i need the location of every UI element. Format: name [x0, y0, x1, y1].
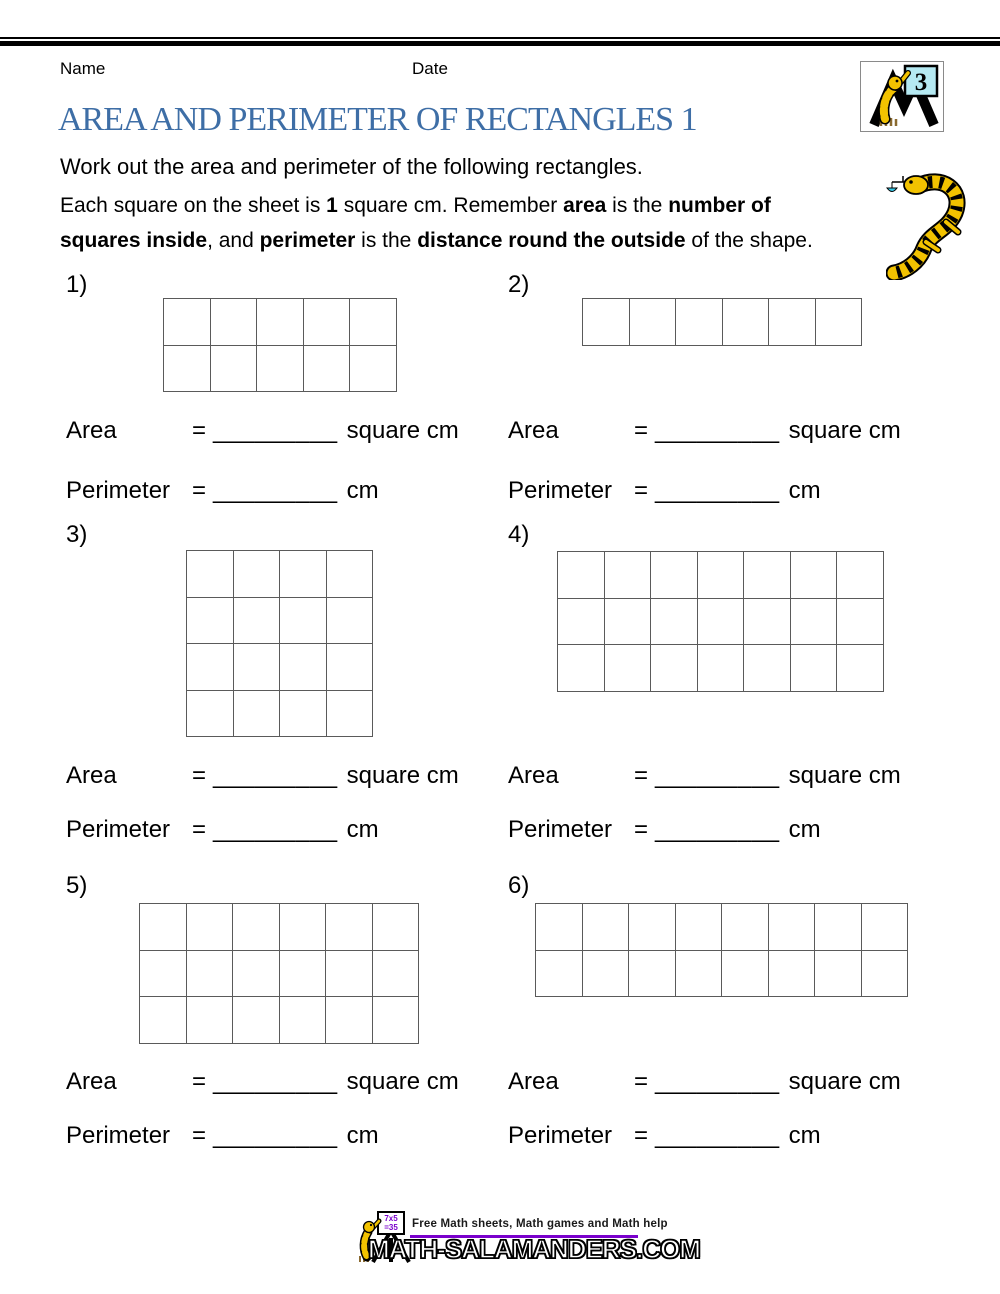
- answer-blank: _________: [655, 1122, 780, 1149]
- grid-cell: [257, 346, 303, 392]
- name-label: Name: [60, 59, 106, 78]
- perimeter-label: Perimeter: [508, 816, 613, 843]
- problem-5-label: 5): [66, 872, 88, 899]
- grid-cell: [211, 346, 257, 392]
- answer-blank: _________: [213, 762, 338, 789]
- equals-sign: =: [192, 1068, 207, 1095]
- area-unit: square cm: [788, 417, 901, 444]
- grid-cell: [373, 904, 419, 950]
- grid-cell: [769, 951, 815, 997]
- perimeter-answer-line: [508, 816, 821, 844]
- area-answer-line: [66, 762, 459, 790]
- problem-4-grid: [557, 551, 884, 692]
- grid-cell: [234, 644, 280, 690]
- answer-blank: _________: [213, 417, 338, 444]
- equals-sign: =: [192, 1122, 207, 1149]
- equals-sign: =: [634, 477, 649, 504]
- grid-cell: [187, 551, 233, 597]
- logo-number: 3: [914, 69, 928, 96]
- grid-cell: [257, 299, 303, 345]
- perimeter-answer-line: [66, 477, 379, 505]
- grid-cell: [558, 599, 604, 645]
- perimeter-unit: cm: [788, 477, 821, 504]
- grid-cell: [815, 904, 861, 950]
- math-salamanders-logo: [860, 61, 944, 132]
- grid-cell: [280, 598, 326, 644]
- grid-cell: [698, 645, 744, 691]
- grid-cell: [140, 904, 186, 950]
- grid-cell: [187, 644, 233, 690]
- perimeter-unit: cm: [346, 816, 379, 843]
- answer-blank: _________: [213, 477, 338, 504]
- grid-cell: [327, 644, 373, 690]
- salamander-scales-icon: [886, 170, 978, 280]
- grid-cell: [605, 645, 651, 691]
- equals-sign: =: [634, 1122, 649, 1149]
- perimeter-label: Perimeter: [66, 1122, 171, 1149]
- grid-cell: [769, 904, 815, 950]
- grid-cell: [280, 904, 326, 950]
- answer-blank: _________: [213, 1122, 338, 1149]
- area-label: Area: [508, 417, 559, 444]
- perimeter-answer-line: [508, 477, 821, 505]
- answer-blank: _________: [655, 816, 780, 843]
- grid-cell: [234, 551, 280, 597]
- page-title: AREA AND PERIMETER OF RECTANGLES 1: [58, 101, 697, 138]
- equals-sign: =: [192, 417, 207, 444]
- grid-cell: [605, 552, 651, 598]
- equals-sign: =: [634, 417, 649, 444]
- area-answer-line: [66, 417, 459, 445]
- grid-cell: [722, 951, 768, 997]
- grid-cell: [327, 691, 373, 737]
- perimeter-unit: cm: [346, 1122, 379, 1149]
- grid-cell: [326, 904, 372, 950]
- grid-cell: [698, 552, 744, 598]
- footer-board-line-2: =35: [384, 1223, 398, 1232]
- grid-cell: [234, 598, 280, 644]
- perimeter-label: Perimeter: [66, 477, 171, 504]
- area-unit: square cm: [788, 762, 901, 789]
- equals-sign: =: [192, 762, 207, 789]
- grid-cell: [280, 997, 326, 1043]
- area-label: Area: [508, 1068, 559, 1095]
- grid-cell: [164, 299, 210, 345]
- grid-cell: [791, 645, 837, 691]
- problem-1-grid: [163, 298, 397, 392]
- grid-cell: [373, 951, 419, 997]
- area-label: Area: [66, 417, 117, 444]
- grid-cell: [722, 904, 768, 950]
- intro-line-2: Each square on the sheet is 1 square cm. Remember area is the number of: [60, 194, 771, 217]
- grid-cell: [723, 299, 769, 345]
- perimeter-answer-line: [66, 816, 379, 844]
- grid-cell: [744, 552, 790, 598]
- grid-cell: [327, 598, 373, 644]
- grid-cell: [744, 645, 790, 691]
- grid-cell: [676, 904, 722, 950]
- answer-blank: _________: [213, 1068, 338, 1095]
- answer-blank: _________: [655, 417, 780, 444]
- problem-6-grid: [535, 903, 908, 997]
- grid-cell: [233, 904, 279, 950]
- grid-cell: [583, 904, 629, 950]
- area-label: Area: [508, 762, 559, 789]
- grid-cell: [862, 904, 908, 950]
- grid-cell: [651, 599, 697, 645]
- grid-cell: [744, 599, 790, 645]
- equals-sign: =: [634, 816, 649, 843]
- answer-blank: _________: [655, 762, 780, 789]
- grid-cell: [280, 644, 326, 690]
- date-label: Date: [412, 59, 448, 78]
- grid-cell: [140, 951, 186, 997]
- grid-cell: [676, 951, 722, 997]
- grid-cell: [234, 691, 280, 737]
- area-unit: square cm: [346, 417, 459, 444]
- grid-cell: [676, 299, 722, 345]
- grid-cell: [791, 552, 837, 598]
- grid-cell: [769, 299, 815, 345]
- grid-cell: [187, 951, 233, 997]
- grid-cell: [327, 551, 373, 597]
- grid-cell: [187, 997, 233, 1043]
- grid-cell: [558, 645, 604, 691]
- answer-blank: _________: [655, 1068, 780, 1095]
- grid-cell: [583, 951, 629, 997]
- area-answer-line: [508, 1068, 901, 1096]
- grid-cell: [350, 346, 396, 392]
- intro-line-1: Work out the area and perimeter of the following rectangles.: [60, 154, 643, 179]
- logo-salamander-easel-icon: [861, 62, 943, 131]
- grid-cell: [211, 299, 257, 345]
- footer-board-line-1: 7x5: [384, 1214, 398, 1223]
- grid-cell: [187, 598, 233, 644]
- perimeter-unit: cm: [788, 816, 821, 843]
- area-unit: square cm: [346, 762, 459, 789]
- grid-cell: [233, 951, 279, 997]
- perimeter-unit: cm: [346, 477, 379, 504]
- top-rule-thin: [0, 37, 1000, 39]
- grid-cell: [583, 299, 629, 345]
- problem-2-grid: [582, 298, 862, 346]
- grid-cell: [350, 299, 396, 345]
- grid-cell: [816, 299, 862, 345]
- perimeter-answer-line: [508, 1122, 821, 1150]
- problem-4-label: 4): [508, 521, 530, 548]
- answer-blank: _________: [213, 816, 338, 843]
- grid-cell: [630, 299, 676, 345]
- grid-cell: [837, 645, 883, 691]
- equals-sign: =: [634, 762, 649, 789]
- grid-cell: [280, 951, 326, 997]
- area-label: Area: [66, 762, 117, 789]
- problem-1-label: 1): [66, 271, 88, 298]
- grid-cell: [536, 951, 582, 997]
- area-answer-line: [508, 762, 901, 790]
- grid-cell: [187, 904, 233, 950]
- area-label: Area: [66, 1068, 117, 1095]
- problem-3-grid: [186, 550, 373, 737]
- area-answer-line: [508, 417, 901, 445]
- grid-cell: [373, 997, 419, 1043]
- grid-cell: [164, 346, 210, 392]
- grid-cell: [629, 951, 675, 997]
- grid-cell: [326, 997, 372, 1043]
- grid-cell: [326, 951, 372, 997]
- perimeter-answer-line: [66, 1122, 379, 1150]
- grid-cell: [651, 645, 697, 691]
- footer-site-wordmark: MATH-SALAMANDERS.COM: [368, 1234, 700, 1264]
- grid-cell: [304, 346, 350, 392]
- grid-cell: [837, 552, 883, 598]
- perimeter-label: Perimeter: [508, 1122, 613, 1149]
- intro-line-3: squares inside, and perimeter is the distance round the outside of the shape.: [60, 229, 813, 252]
- grid-cell: [815, 951, 861, 997]
- grid-cell: [651, 552, 697, 598]
- grid-cell: [187, 691, 233, 737]
- grid-cell: [280, 551, 326, 597]
- perimeter-label: Perimeter: [66, 816, 171, 843]
- equals-sign: =: [192, 477, 207, 504]
- equals-sign: =: [634, 1068, 649, 1095]
- grid-cell: [698, 599, 744, 645]
- grid-cell: [605, 599, 651, 645]
- grid-cell: [140, 997, 186, 1043]
- grid-cell: [304, 299, 350, 345]
- grid-cell: [837, 599, 883, 645]
- footer-tagline: Free Math sheets, Math games and Math help: [412, 1218, 668, 1230]
- area-answer-line: [66, 1068, 459, 1096]
- problem-2-label: 2): [508, 271, 530, 298]
- perimeter-unit: cm: [788, 1122, 821, 1149]
- equals-sign: =: [192, 816, 207, 843]
- top-rule-thick: [0, 41, 1000, 46]
- grid-cell: [862, 951, 908, 997]
- grid-cell: [629, 904, 675, 950]
- problem-3-label: 3): [66, 521, 88, 548]
- grid-cell: [280, 691, 326, 737]
- area-unit: square cm: [788, 1068, 901, 1095]
- grid-cell: [791, 599, 837, 645]
- perimeter-label: Perimeter: [508, 477, 613, 504]
- grid-cell: [233, 997, 279, 1043]
- problem-5-grid: [139, 903, 419, 1044]
- grid-cell: [558, 552, 604, 598]
- area-unit: square cm: [346, 1068, 459, 1095]
- problem-6-label: 6): [508, 872, 530, 899]
- answer-blank: _________: [655, 477, 780, 504]
- grid-cell: [536, 904, 582, 950]
